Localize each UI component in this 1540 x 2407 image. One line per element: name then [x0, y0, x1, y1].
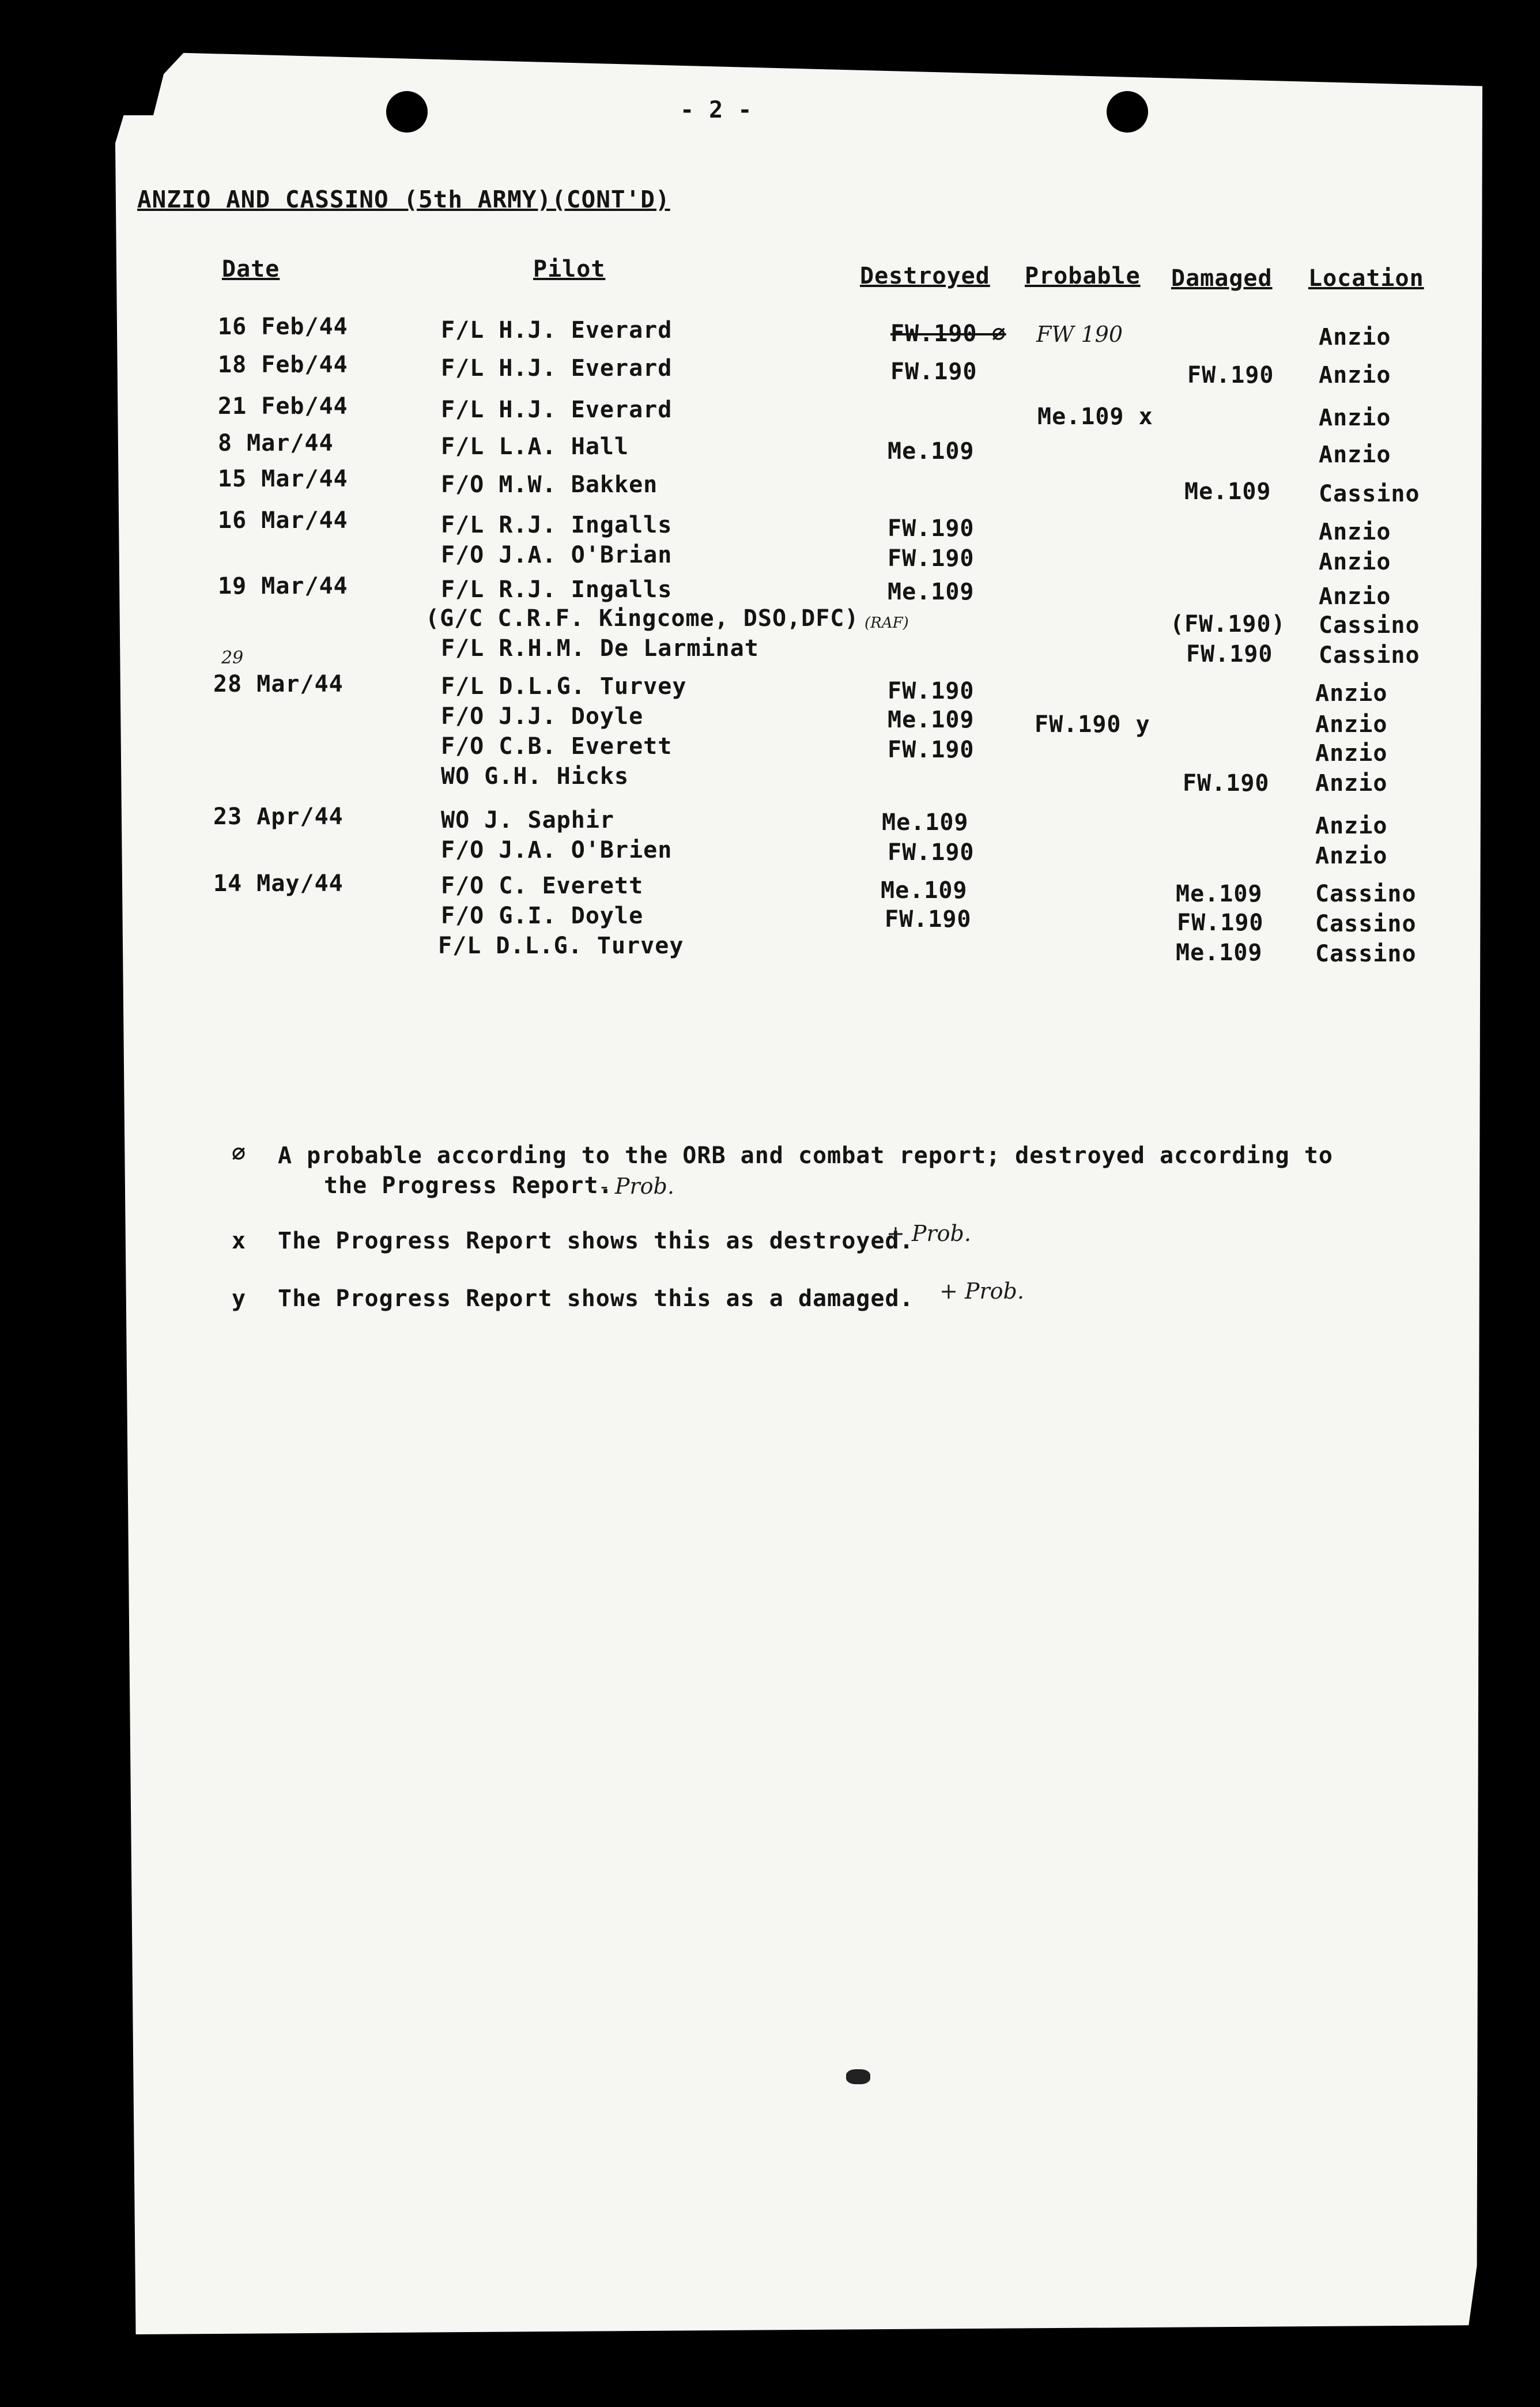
- ink-smudge: [846, 2069, 870, 2084]
- row-location: Cassino: [1315, 881, 1417, 907]
- punch-hole-left: [386, 91, 428, 133]
- row-pilot: F/O J.A. O'Brien: [441, 837, 673, 863]
- row-damaged: Me.109: [1176, 940, 1263, 966]
- row-pilot: F/L H.J. Everard: [441, 317, 673, 344]
- row-probable: Me.109 x: [1037, 403, 1153, 430]
- footnote-mark: y: [232, 1285, 247, 1312]
- row-location: Anzio: [1319, 362, 1391, 388]
- row-destroyed: Me.109: [888, 438, 975, 465]
- row-damaged: FW.190: [1187, 362, 1274, 388]
- row-pilot: WO J. Saphir: [441, 807, 614, 833]
- footnote-text: The Progress Report shows this as a damaged.: [278, 1285, 914, 1312]
- row-pilot: F/O M.W. Bakken: [441, 471, 658, 498]
- row-location: Anzio: [1319, 519, 1391, 545]
- header-location: Location: [1308, 265, 1424, 292]
- row-damaged: FW.190: [1177, 910, 1264, 936]
- row-location: Anzio: [1315, 770, 1388, 797]
- row-location: Anzio: [1315, 813, 1388, 839]
- row-damaged: FW.190: [1186, 641, 1273, 667]
- row-location: Anzio: [1319, 549, 1391, 575]
- row-pilot: F/O G.I. Doyle: [441, 903, 644, 929]
- row-destroyed: FW.190: [888, 678, 975, 704]
- row-probable: FW.190 y: [1035, 711, 1150, 738]
- row-location: Anzio: [1315, 740, 1388, 767]
- row-location: Cassino: [1319, 612, 1420, 639]
- row-pilot: F/O C. Everett: [441, 873, 644, 899]
- row-damaged: (FW.190): [1170, 611, 1286, 637]
- section-title: ANZIO AND CASSINO (5th ARMY)(CONT'D): [137, 186, 670, 213]
- row-destroyed: FW.190 ∅: [890, 320, 1006, 347]
- row-pilot: F/L R.J. Ingalls: [441, 512, 673, 538]
- row-location: Cassino: [1319, 481, 1420, 507]
- row-destroyed: Me.109: [882, 809, 969, 836]
- row-date: 18 Feb/44: [218, 352, 348, 378]
- footnote-text: A probable according to the ORB and combat report; destroyed according to: [278, 1142, 1333, 1169]
- row-location: Anzio: [1319, 324, 1391, 350]
- row-pilot: F/O J.A. O'Brian: [441, 542, 673, 568]
- header-date: Date: [222, 256, 280, 282]
- row-location: Cassino: [1315, 941, 1417, 967]
- row-pilot: (G/C C.R.F. Kingcome, DSO,DFC): [425, 605, 859, 632]
- row-destroyed: FW.190: [888, 839, 975, 866]
- row-destroyed: Me.109: [881, 877, 968, 904]
- row-pilot: F/O J.J. Doyle: [441, 703, 644, 730]
- footnote-mark: x: [232, 1228, 247, 1254]
- row-date: 23 Apr/44: [213, 803, 344, 830]
- page-number: - 2 -: [680, 97, 753, 123]
- footnote-annotation-handwritten: + Prob.: [886, 1221, 971, 1246]
- header-damaged: Damaged: [1171, 265, 1273, 292]
- footnote-mark: ∅: [232, 1140, 247, 1167]
- row-pilot: WO G.H. Hicks: [441, 763, 629, 790]
- row-date: 14 May/44: [213, 870, 344, 897]
- row-destroyed: Me.109: [888, 579, 975, 605]
- header-pilot: Pilot: [533, 256, 606, 282]
- row-location: Anzio: [1319, 442, 1391, 468]
- row-location: Anzio: [1319, 405, 1391, 431]
- row-pilot: F/L H.J. Everard: [441, 397, 673, 423]
- row-date: 28 Mar/44: [213, 671, 344, 697]
- footnote-annotation-handwritten: - Prob.: [601, 1174, 674, 1199]
- row-date: 21 Feb/44: [218, 393, 348, 420]
- header-probable: Probable: [1025, 263, 1141, 289]
- row-destroyed: FW.190: [890, 359, 977, 385]
- row-date: 16 Mar/44: [218, 507, 348, 534]
- row-location: Anzio: [1315, 843, 1388, 869]
- row-pilot: F/O C.B. Everett: [441, 733, 673, 760]
- row-destroyed: FW.190: [885, 906, 972, 933]
- row-location: Cassino: [1319, 642, 1420, 669]
- footnote-text: the Progress Report.: [324, 1172, 613, 1199]
- header-destroyed: Destroyed: [860, 263, 990, 289]
- row-date: 15 Mar/44: [218, 466, 348, 492]
- row-location: Anzio: [1315, 680, 1388, 707]
- row-date: 8 Mar/44: [218, 430, 334, 456]
- footnote-annotation-handwritten: + Prob.: [939, 1278, 1024, 1304]
- row-location: Anzio: [1319, 583, 1391, 610]
- row-pilot: F/L D.L.G. Turvey: [438, 933, 684, 959]
- row-date: 16 Feb/44: [218, 314, 348, 340]
- row-damaged: Me.109: [1184, 478, 1271, 505]
- row-damaged: FW.190: [1183, 770, 1270, 797]
- row-pilot: F/L L.A. Hall: [441, 433, 629, 460]
- row-pilot: F/L R.H.M. De Larminat: [441, 635, 759, 662]
- row-destroyed: Me.109: [888, 707, 975, 733]
- row-location: Anzio: [1315, 711, 1388, 738]
- row-date: 19 Mar/44: [218, 573, 348, 599]
- row-destroyed: FW.190: [888, 545, 975, 572]
- row-pilot: F/L H.J. Everard: [441, 355, 673, 382]
- row-pilot-note-handwritten: (RAF): [865, 614, 909, 632]
- row-destroyed: FW.190: [888, 515, 975, 542]
- row-probable-handwritten: FW 190: [1036, 322, 1123, 347]
- row-date-note-handwritten: 29: [221, 648, 244, 668]
- row-location: Cassino: [1315, 911, 1417, 937]
- row-damaged: Me.109: [1176, 881, 1263, 907]
- row-pilot: F/L R.J. Ingalls: [441, 576, 673, 603]
- row-destroyed: FW.190: [888, 737, 975, 763]
- punch-hole-right: [1107, 91, 1148, 133]
- row-pilot: F/L D.L.G. Turvey: [441, 673, 687, 700]
- footnote-text: The Progress Report shows this as destroyed.: [278, 1228, 914, 1254]
